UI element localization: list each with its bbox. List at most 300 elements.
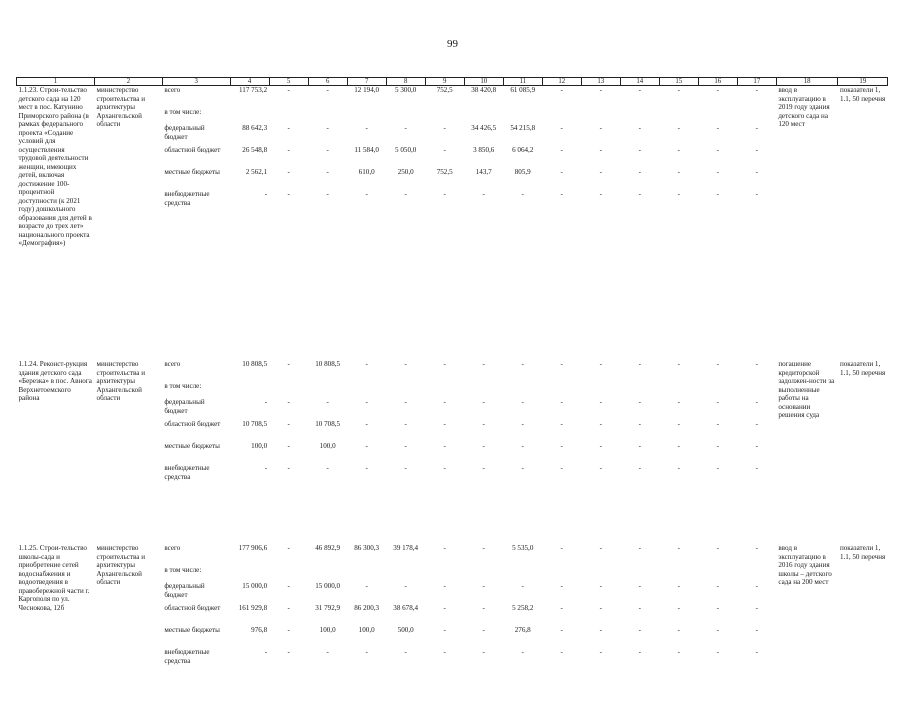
value-cell: - <box>659 146 698 168</box>
value-cell: - <box>269 648 308 670</box>
value-cell: - <box>620 190 659 212</box>
value-cell: - <box>620 626 659 648</box>
value-cell: 10 708,5 <box>230 420 269 442</box>
value-cell: 976,8 <box>230 626 269 648</box>
value-cell <box>659 566 698 582</box>
value-cell: - <box>542 360 581 382</box>
value-cell: - <box>659 86 698 109</box>
value-cell <box>464 382 503 398</box>
value-cell: - <box>659 626 698 648</box>
value-cell: 100,0 <box>308 442 347 464</box>
value-cell <box>230 566 269 582</box>
value-cell: - <box>698 190 737 212</box>
value-cell: - <box>269 398 308 420</box>
value-cell: 39 178,4 <box>386 544 425 566</box>
value-cell: - <box>269 420 308 442</box>
value-cell <box>503 382 542 398</box>
spacer-cell <box>17 536 888 544</box>
measure-name-cell: 1.1.24. Реконст-рукция здания детского сада «Березка» в пос. Авнога Верхнетоемского района <box>17 360 95 536</box>
value-cell: - <box>737 86 776 109</box>
value-cell: 276,8 <box>503 626 542 648</box>
value-cell: - <box>347 442 386 464</box>
value-cell: - <box>698 146 737 168</box>
section-spacer <box>17 352 888 360</box>
value-cell: - <box>542 442 581 464</box>
value-cell: - <box>542 544 581 566</box>
value-cell: - <box>503 190 542 212</box>
column-number: 8 <box>386 78 425 86</box>
value-cell: - <box>542 464 581 486</box>
value-cell: 100,0 <box>308 626 347 648</box>
funding-source-cell: областной бюджет <box>162 604 230 626</box>
indicator-cell: показатели 1, 1.1, 50 перечня <box>838 360 888 536</box>
value-cell <box>659 108 698 124</box>
value-cell: - <box>425 124 464 146</box>
value-cell: - <box>737 168 776 190</box>
value-cell: - <box>737 604 776 626</box>
value-cell: - <box>620 420 659 442</box>
value-cell: - <box>581 398 620 420</box>
value-cell: - <box>230 190 269 212</box>
value-cell: - <box>269 442 308 464</box>
value-cell: - <box>620 398 659 420</box>
funding-source-cell: областной бюджет <box>162 146 230 168</box>
value-cell <box>737 382 776 398</box>
value-cell: - <box>737 626 776 648</box>
value-cell: - <box>230 398 269 420</box>
value-cell: - <box>386 582 425 604</box>
value-cell: - <box>425 648 464 670</box>
value-cell: - <box>308 648 347 670</box>
value-cell: - <box>425 442 464 464</box>
value-cell: - <box>737 442 776 464</box>
value-cell: - <box>659 442 698 464</box>
value-cell: - <box>347 360 386 382</box>
value-cell: - <box>347 582 386 604</box>
value-cell: - <box>503 360 542 382</box>
value-cell: 2 562,1 <box>230 168 269 190</box>
column-number: 5 <box>269 78 308 86</box>
value-cell <box>308 108 347 124</box>
column-number: 11 <box>503 78 542 86</box>
value-cell <box>425 382 464 398</box>
value-cell <box>698 566 737 582</box>
value-cell: - <box>464 582 503 604</box>
column-number: 9 <box>425 78 464 86</box>
value-cell: - <box>581 604 620 626</box>
value-cell: - <box>269 168 308 190</box>
column-number: 1 <box>17 78 95 86</box>
value-cell: - <box>386 420 425 442</box>
value-cell: - <box>464 398 503 420</box>
value-cell: 5 535,0 <box>503 544 542 566</box>
value-cell <box>698 382 737 398</box>
value-cell: - <box>542 582 581 604</box>
value-cell: 61 085,9 <box>503 86 542 109</box>
value-cell: - <box>581 582 620 604</box>
value-cell: - <box>620 604 659 626</box>
value-cell: - <box>737 544 776 566</box>
value-cell: 500,0 <box>386 626 425 648</box>
value-cell: 752,5 <box>425 86 464 109</box>
value-cell: - <box>581 442 620 464</box>
value-cell: - <box>425 190 464 212</box>
funding-source-cell: федеральный бюджет <box>162 398 230 420</box>
value-cell: - <box>542 648 581 670</box>
table-row <box>17 544 888 566</box>
value-cell <box>503 566 542 582</box>
value-cell: - <box>581 360 620 382</box>
value-cell: - <box>464 604 503 626</box>
value-cell: - <box>230 464 269 486</box>
value-cell: - <box>737 146 776 168</box>
value-cell <box>620 382 659 398</box>
value-cell: - <box>659 420 698 442</box>
filler-cell <box>162 486 776 536</box>
value-cell <box>347 108 386 124</box>
value-cell <box>737 566 776 582</box>
value-cell: 6 064,2 <box>503 146 542 168</box>
value-cell: - <box>659 124 698 146</box>
value-cell: - <box>698 648 737 670</box>
value-cell: - <box>542 190 581 212</box>
value-cell: - <box>698 582 737 604</box>
value-cell: - <box>503 464 542 486</box>
value-cell: 86 300,3 <box>347 544 386 566</box>
funding-source-cell: всего <box>162 360 230 382</box>
value-cell: - <box>620 168 659 190</box>
value-cell <box>230 108 269 124</box>
value-cell: 100,0 <box>347 626 386 648</box>
value-cell: - <box>698 86 737 109</box>
value-cell: 26 548,8 <box>230 146 269 168</box>
value-cell: - <box>347 648 386 670</box>
value-cell: - <box>347 464 386 486</box>
table-row <box>17 360 888 382</box>
value-cell <box>425 566 464 582</box>
value-cell: - <box>659 360 698 382</box>
value-cell: - <box>425 398 464 420</box>
value-cell: - <box>269 190 308 212</box>
expected-result-cell: ввод в эксплуатацию в 2016 году здания школы – детского сада на 200 мест <box>776 544 838 720</box>
value-cell: - <box>620 442 659 464</box>
value-cell: - <box>737 190 776 212</box>
value-cell: 610,0 <box>347 168 386 190</box>
value-cell: - <box>698 398 737 420</box>
funding-source-cell: внебюджетные средства <box>162 648 230 670</box>
value-cell: - <box>308 168 347 190</box>
value-cell: - <box>386 442 425 464</box>
value-cell: - <box>620 648 659 670</box>
column-number: 4 <box>230 78 269 86</box>
value-cell: - <box>698 168 737 190</box>
value-cell: - <box>737 648 776 670</box>
value-cell: 46 892,9 <box>308 544 347 566</box>
funding-source-cell: федеральный бюджет <box>162 124 230 146</box>
value-cell <box>386 566 425 582</box>
value-cell <box>620 566 659 582</box>
value-cell: - <box>347 190 386 212</box>
expected-result-cell: ввод в эксплуатацию в 2019 году здания детского сада на 120 мест <box>776 86 838 353</box>
value-cell: - <box>737 398 776 420</box>
filler-cell <box>162 670 776 720</box>
value-cell <box>386 108 425 124</box>
value-cell <box>308 566 347 582</box>
value-cell: - <box>737 360 776 382</box>
value-cell: - <box>503 398 542 420</box>
value-cell: - <box>269 360 308 382</box>
value-cell: - <box>464 442 503 464</box>
value-cell: - <box>425 360 464 382</box>
value-cell: 752,5 <box>425 168 464 190</box>
value-cell: 117 753,2 <box>230 86 269 109</box>
value-cell: - <box>425 464 464 486</box>
funding-source-cell: всего <box>162 86 230 109</box>
value-cell: - <box>581 146 620 168</box>
value-cell: - <box>542 86 581 109</box>
column-number: 10 <box>464 78 503 86</box>
value-cell: - <box>542 124 581 146</box>
value-cell: - <box>659 604 698 626</box>
table-row <box>17 86 888 109</box>
column-number: 7 <box>347 78 386 86</box>
value-cell: 54 215,8 <box>503 124 542 146</box>
column-number: 16 <box>698 78 737 86</box>
value-cell: - <box>425 604 464 626</box>
value-cell: 38 420,8 <box>464 86 503 109</box>
funding-source-cell: всего <box>162 544 230 566</box>
value-cell: - <box>308 398 347 420</box>
value-cell: - <box>620 86 659 109</box>
funding-source-cell: федеральный бюджет <box>162 582 230 604</box>
column-number: 15 <box>659 78 698 86</box>
value-cell: - <box>620 146 659 168</box>
value-cell: - <box>542 626 581 648</box>
value-cell: 100,0 <box>230 442 269 464</box>
value-cell: - <box>659 168 698 190</box>
value-cell: - <box>659 464 698 486</box>
funding-source-cell: в том числе: <box>162 382 230 398</box>
value-cell: - <box>659 544 698 566</box>
value-cell: - <box>698 420 737 442</box>
value-cell: - <box>269 626 308 648</box>
value-cell: - <box>659 582 698 604</box>
column-number: 19 <box>838 78 888 86</box>
value-cell: - <box>698 604 737 626</box>
value-cell: - <box>347 398 386 420</box>
value-cell: - <box>503 420 542 442</box>
value-cell: - <box>386 190 425 212</box>
value-cell: - <box>659 648 698 670</box>
section-spacer <box>17 536 888 544</box>
value-cell: 3 850,6 <box>464 146 503 168</box>
value-cell: - <box>464 190 503 212</box>
value-cell <box>581 566 620 582</box>
value-cell <box>425 108 464 124</box>
value-cell: 10 708,5 <box>308 420 347 442</box>
value-cell: 177 906,6 <box>230 544 269 566</box>
value-cell: - <box>269 146 308 168</box>
column-number: 12 <box>542 78 581 86</box>
value-cell: - <box>542 420 581 442</box>
value-cell: - <box>464 464 503 486</box>
value-cell: - <box>698 544 737 566</box>
value-cell: - <box>308 464 347 486</box>
measure-name-cell: 1.1.23. Строи-тельство детского сада на 120 мест в пос. Катунино Приморского района (в рамках федерального проекта «Содание условий для осуществления трудовой деятельности женщин, имеющих детей, включая достижение 100-процентной доступности (к 2021 году) дошкольного образования для детей в возрасте до трех лет» национального проекта «Демография») <box>17 86 95 353</box>
value-cell <box>269 108 308 124</box>
value-cell <box>737 108 776 124</box>
value-cell: - <box>425 626 464 648</box>
column-number: 17 <box>737 78 776 86</box>
value-cell: - <box>620 544 659 566</box>
value-cell: - <box>698 124 737 146</box>
value-cell: - <box>581 626 620 648</box>
funding-source-cell: внебюджетные средства <box>162 190 230 212</box>
value-cell <box>347 566 386 582</box>
page-number: 99 <box>0 38 905 50</box>
value-cell: - <box>542 398 581 420</box>
value-cell: - <box>620 582 659 604</box>
value-cell: - <box>503 582 542 604</box>
measure-name-cell: 1.1.25. Строи-тельство школы-сада и приобретение сетей водоснабжения и водоотведения в правобережной части г. Каргополя по ул. Чеснокова, 12б <box>17 544 95 720</box>
table-body <box>17 86 888 720</box>
value-cell: - <box>581 464 620 486</box>
value-cell: - <box>347 420 386 442</box>
value-cell: - <box>230 648 269 670</box>
column-number: 18 <box>776 78 838 86</box>
value-cell: - <box>308 86 347 109</box>
value-cell: - <box>308 190 347 212</box>
value-cell: - <box>503 648 542 670</box>
value-cell <box>659 382 698 398</box>
value-cell: - <box>269 582 308 604</box>
value-cell: - <box>425 582 464 604</box>
value-cell: - <box>269 124 308 146</box>
value-cell: - <box>581 86 620 109</box>
value-cell: 805,9 <box>503 168 542 190</box>
funding-source-cell: в том числе: <box>162 566 230 582</box>
value-cell <box>503 108 542 124</box>
value-cell: 38 678,4 <box>386 604 425 626</box>
program-table <box>16 77 888 720</box>
value-cell: 88 642,3 <box>230 124 269 146</box>
value-cell: - <box>581 420 620 442</box>
value-cell: - <box>269 604 308 626</box>
value-cell: - <box>269 86 308 109</box>
value-cell: - <box>425 544 464 566</box>
value-cell: - <box>581 124 620 146</box>
funding-source-cell: в том числе: <box>162 108 230 124</box>
value-cell: - <box>386 360 425 382</box>
value-cell: - <box>386 398 425 420</box>
value-cell <box>581 382 620 398</box>
value-cell: - <box>698 464 737 486</box>
value-cell: 250,0 <box>386 168 425 190</box>
value-cell: - <box>698 442 737 464</box>
value-cell <box>269 382 308 398</box>
value-cell: 5 050,0 <box>386 146 425 168</box>
value-cell: - <box>386 648 425 670</box>
value-cell: - <box>659 398 698 420</box>
value-cell: 5 300,0 <box>386 86 425 109</box>
column-number: 3 <box>162 78 230 86</box>
value-cell <box>386 382 425 398</box>
value-cell: - <box>269 464 308 486</box>
value-cell: 31 792,9 <box>308 604 347 626</box>
value-cell: - <box>737 582 776 604</box>
value-cell: - <box>737 464 776 486</box>
value-cell <box>230 382 269 398</box>
value-cell <box>542 108 581 124</box>
value-cell: - <box>542 604 581 626</box>
value-cell: - <box>620 360 659 382</box>
value-cell: - <box>425 146 464 168</box>
value-cell: 10 808,5 <box>230 360 269 382</box>
column-number-row <box>17 78 888 86</box>
value-cell: - <box>659 190 698 212</box>
value-cell: - <box>581 648 620 670</box>
value-cell: - <box>581 168 620 190</box>
value-cell <box>542 566 581 582</box>
value-cell: 5 258,2 <box>503 604 542 626</box>
column-number: 2 <box>95 78 163 86</box>
value-cell: - <box>737 420 776 442</box>
column-number: 13 <box>581 78 620 86</box>
value-cell: - <box>425 420 464 442</box>
value-cell: - <box>698 360 737 382</box>
funding-source-cell: внебюджетные средства <box>162 464 230 486</box>
column-number: 6 <box>308 78 347 86</box>
value-cell: 11 584,0 <box>347 146 386 168</box>
value-cell <box>347 382 386 398</box>
indicator-cell: показатели 1, 1.1, 50 перечня <box>838 86 888 353</box>
funding-source-cell: местные бюджеты <box>162 626 230 648</box>
value-cell <box>308 382 347 398</box>
value-cell: - <box>386 124 425 146</box>
value-cell: 143,7 <box>464 168 503 190</box>
funding-source-cell: местные бюджеты <box>162 168 230 190</box>
filler-cell <box>162 212 776 352</box>
value-cell <box>698 108 737 124</box>
value-cell: - <box>464 360 503 382</box>
value-cell: - <box>308 146 347 168</box>
executor-cell: министерство строительства и архитектуры Архангельской области <box>95 544 163 720</box>
value-cell: 86 200,3 <box>347 604 386 626</box>
value-cell: - <box>308 124 347 146</box>
value-cell: - <box>386 464 425 486</box>
value-cell <box>542 382 581 398</box>
value-cell <box>620 108 659 124</box>
indicator-cell: показатели 1, 1.1, 50 перечня <box>838 544 888 720</box>
funding-source-cell: областной бюджет <box>162 420 230 442</box>
executor-cell: министерство строительства и архитектуры Архангельской области <box>95 86 163 353</box>
value-cell <box>464 108 503 124</box>
value-cell: 34 426,5 <box>464 124 503 146</box>
funding-source-cell: местные бюджеты <box>162 442 230 464</box>
value-cell: - <box>698 626 737 648</box>
value-cell: - <box>464 544 503 566</box>
value-cell <box>464 566 503 582</box>
value-cell: - <box>620 124 659 146</box>
value-cell: - <box>347 124 386 146</box>
value-cell <box>581 108 620 124</box>
value-cell <box>269 566 308 582</box>
executor-cell: министерство строительства и архитектуры Архангельской области <box>95 360 163 536</box>
value-cell: - <box>737 124 776 146</box>
spacer-cell <box>17 352 888 360</box>
value-cell: - <box>464 626 503 648</box>
value-cell: - <box>503 442 542 464</box>
